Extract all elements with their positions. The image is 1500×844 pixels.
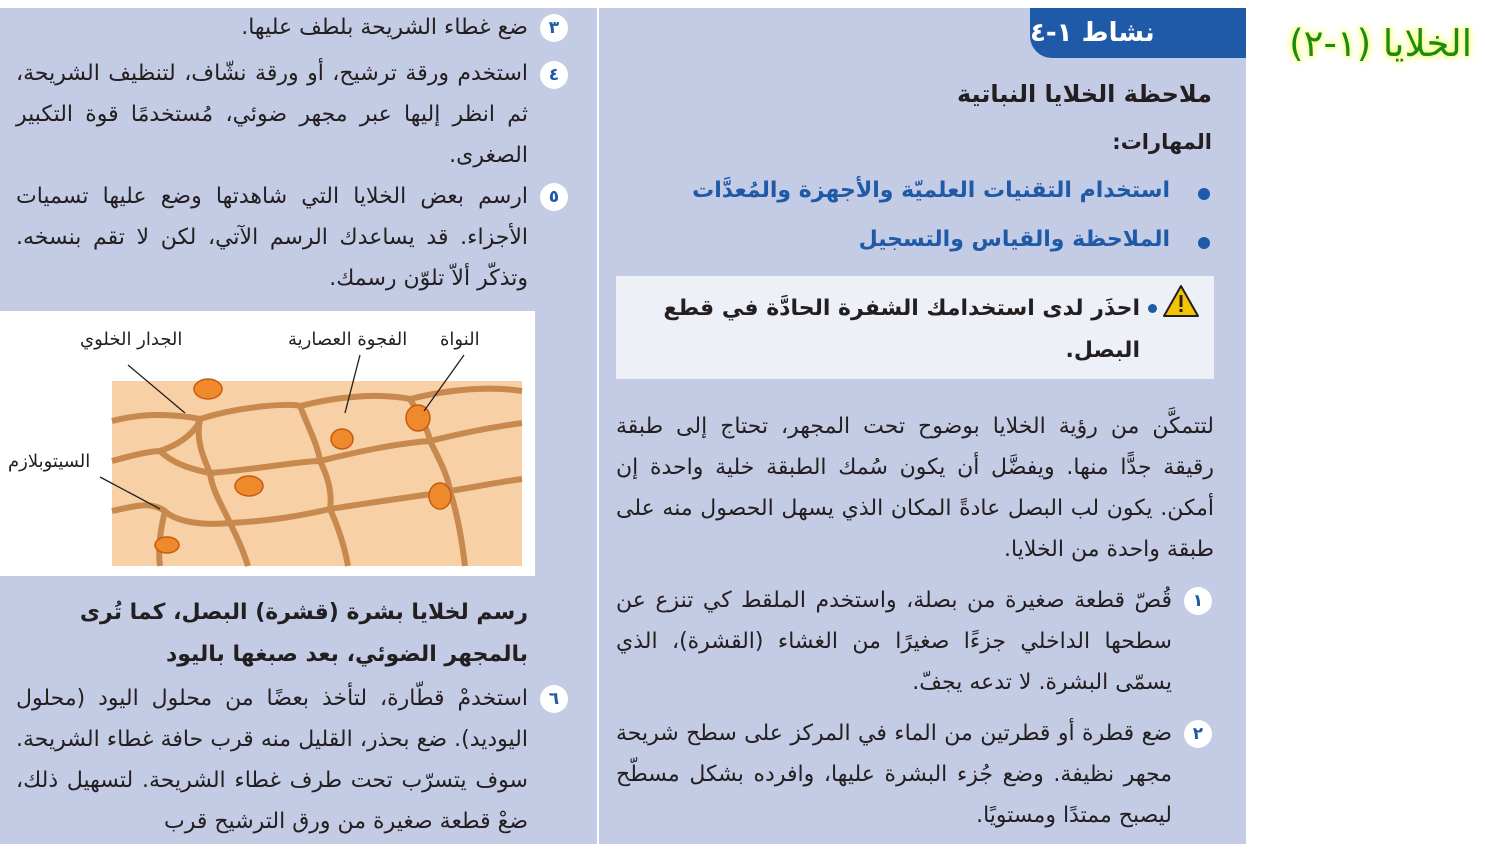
- activity-tab: نشاط ١-٤: [1030, 8, 1246, 58]
- skill-item: استخدام التقنيات العلميّة والأجهزة والمُعدَّات: [692, 178, 1170, 203]
- step-text: استخدمْ قطّارة، لتأخذ بعضًا من محلول اليود (محلول اليوديد). ضع بحذر، القليل منه قرب حافة غطاء الشريحة. سوف يتسرّب تحت طرف غطاء الشريحة. لتسهيل ذلك، ضعْ قطعة صغيرة من ورق الترشيح قرب: [16, 686, 528, 834]
- warning-bullet: [1148, 304, 1157, 313]
- step-number: ٦: [540, 685, 568, 713]
- step-text: استخدم ورقة ترشيح، أو ورقة نشّاف، لتنظيف الشريحة، ثم انظر إليها عبر مجهر ضوئي، مُستخدمًا قوة التكبير الصغرى.: [16, 61, 528, 168]
- warning-text: احذَر لدى استخدامك الشفرة الحادَّة في قطع البصل.: [663, 296, 1140, 363]
- skill-item: الملاحظة والقياس والتسجيل: [858, 227, 1170, 252]
- step-text: ارسم بعض الخلايا التي شاهدتها وضع عليها تسميات الأجزاء. قد يساعدك الرسم الآتي، لكن لا تقم بنسخه. وتذكّر ألاّ تلوّن رسمك.: [16, 184, 528, 291]
- step-number: ٣: [540, 14, 568, 42]
- step-number: ٤: [540, 61, 568, 89]
- activity-heading: ملاحظة الخلايا النباتية: [956, 80, 1212, 108]
- label-vacuole: الفجوة العصارية: [288, 329, 408, 350]
- slide-title: الخلايا (١-٢): [1289, 22, 1472, 65]
- label-nucleus: النواة: [440, 329, 480, 350]
- skill-bullet: [1198, 188, 1210, 200]
- step-text: ضع غطاء الشريحة بلطف عليها.: [241, 15, 528, 40]
- warning-icon: [1162, 284, 1200, 318]
- skills-label: المهارات:: [1112, 130, 1212, 154]
- step-text: قُصّ قطعة صغيرة من بصلة، واستخدم الملقط كي تنزع عن سطحها الداخلي جزءًا صغيرًا من الغشاء (القشرة)، الذي يسمّى البشرة. لا تدعه يجفّ.: [616, 588, 1172, 695]
- step-number: ١: [1184, 587, 1212, 615]
- step-number: ٥: [540, 183, 568, 211]
- diagram-caption: رسم لخلايا بشرة (قشرة) البصل، كما تُرى بالمجهر الضوئي، بعد صبغها باليود: [79, 600, 528, 667]
- onion-cell-diagram: [0, 311, 535, 576]
- step-text: ضع قطرة أو قطرتين من الماء في المركز على سطح شريحة مجهر نظيفة. وضع جُزء البشرة عليها، وافرده بشكل مسطّح ليصبح ممتدًا ومستويًا.: [616, 721, 1172, 828]
- intro-paragraph: لتتمكَّن من رؤية الخلايا بوضوح تحت المجهر، تحتاج إلى طبقة رقيقة جدًّا منها. ويفضَّل أن يكون سُمك الطبقة خلية واحدة إن أمكن. يكون لب البصل عادةً المكان الذي يسهل الحصول منه على طبقة واحدة من الخلايا.: [616, 414, 1214, 562]
- label-cytoplasm: السيتوبلازم: [8, 451, 91, 472]
- skill-bullet: [1198, 237, 1210, 249]
- step-number: ٢: [1184, 720, 1212, 748]
- label-cell-wall: الجدار الخلوي: [80, 329, 183, 350]
